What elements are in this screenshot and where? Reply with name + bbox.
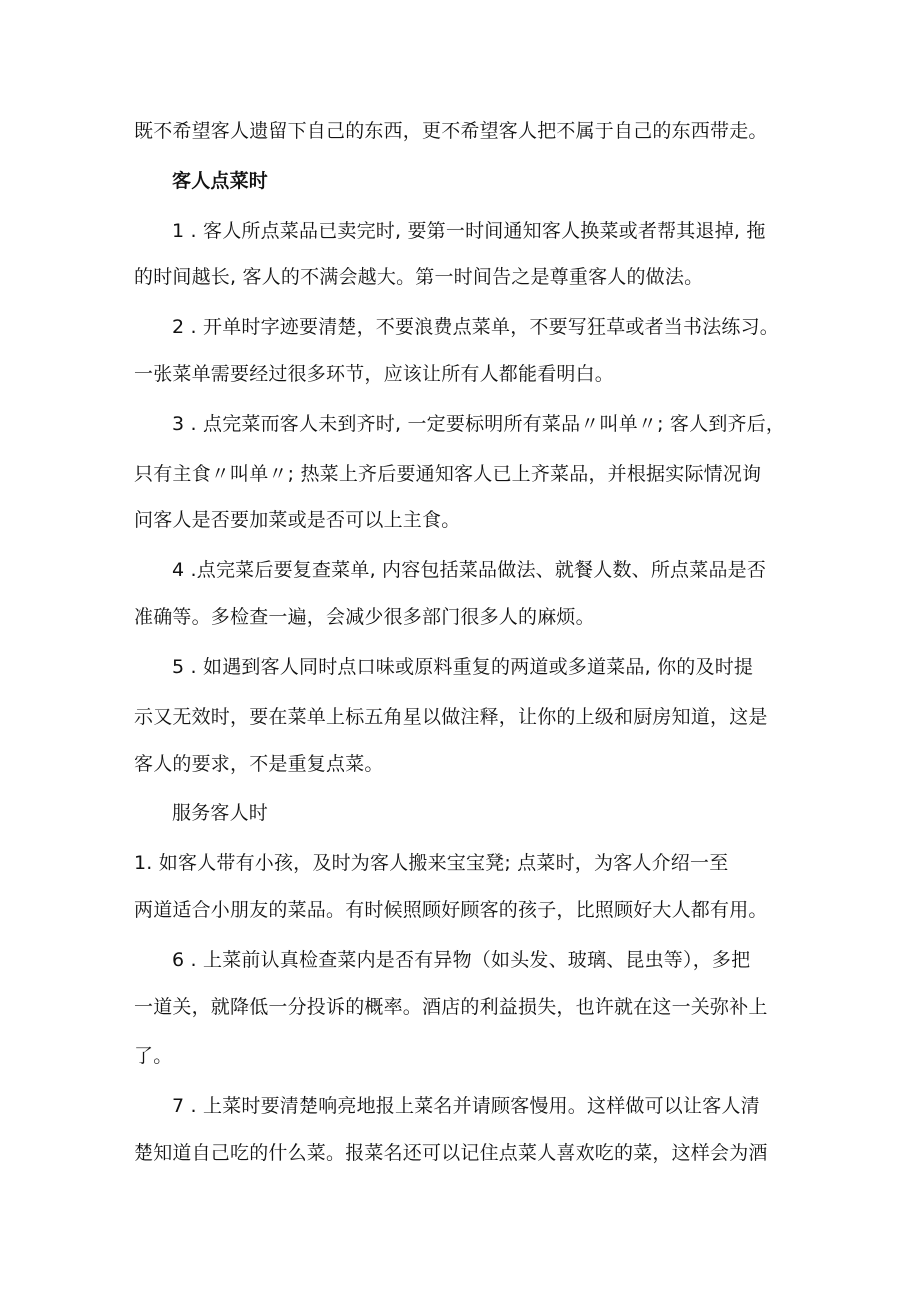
- text-line: 的时间越长, 客人的不满会越大。第一时间告之是尊重客人的做法。: [134, 266, 704, 288]
- text-line: 1 . 客人所点菜品已卖完时, 要第一时间通知客人换菜或者帮其退掉, 拖: [172, 220, 766, 242]
- text-line: 3 . 点完菜而客人未到齐时, 一定要标明所有菜品〃叫单〃; 客人到齐后，: [172, 413, 786, 435]
- text-line: 1. 如客人带有小孩，及时为客人搬来宝宝凳; 点菜时，为客人介绍一至: [134, 852, 729, 874]
- text-line: 准确等。多检查一遍，会减少很多部门很多人的麻烦。: [134, 606, 595, 628]
- text-line: 楚知道自己吃的什么菜。报菜名还可以记住点菜人喜欢吃的菜，这样会为酒: [134, 1142, 768, 1164]
- text-line: 5 . 如遇到客人同时点口味或原料重复的两道或多道菜品, 你的及时提: [172, 656, 754, 678]
- text-line: 7 . 上菜时要清楚响亮地报上菜名并请顾客慢用。这样做可以让客人清: [172, 1095, 760, 1117]
- section-heading: 客人点菜时: [172, 170, 269, 192]
- text-line: 问客人是否要加菜或是否可以上主食。: [134, 509, 461, 531]
- text-line: 客人的要求，不是重复点菜。: [134, 753, 384, 775]
- text-line: 6 . 上菜前认真检查菜内是否有异物（如头发、玻璃、昆虫等），多把: [172, 949, 751, 971]
- text-line: 4 .点完菜后要复查菜单, 内容包括菜品做法、就餐人数、所点菜品是否: [172, 559, 767, 581]
- section-heading: 服务客人时: [172, 802, 269, 824]
- text-line: 一张菜单需要经过很多环节，应该让所有人都能看明白。: [134, 363, 615, 385]
- text-line: 既不希望客人遗留下自己的东西，更不希望客人把不属于自己的东西带走。: [134, 120, 768, 142]
- text-line: 了。: [134, 1045, 173, 1067]
- text-line: 示又无效时，要在菜单上标五角星以做注释，让你的上级和厨房知道，这是: [134, 706, 768, 728]
- text-line: 一道关，就降低一分投诉的概率。酒店的利益损失，也许就在这一关弥补上: [134, 996, 768, 1018]
- text-line: 两道适合小朋友的菜品。有时候照顾好顾客的孩子，比照顾好大人都有用。: [134, 899, 768, 921]
- text-line: 只有主食〃叫单〃; 热菜上齐后要通知客人已上齐菜品，并根据实际情况询: [134, 463, 762, 485]
- text-line: 2 . 开单时字迹要清楚，不要浪费点菜单，不要写狂草或者当书法练习。: [172, 316, 780, 338]
